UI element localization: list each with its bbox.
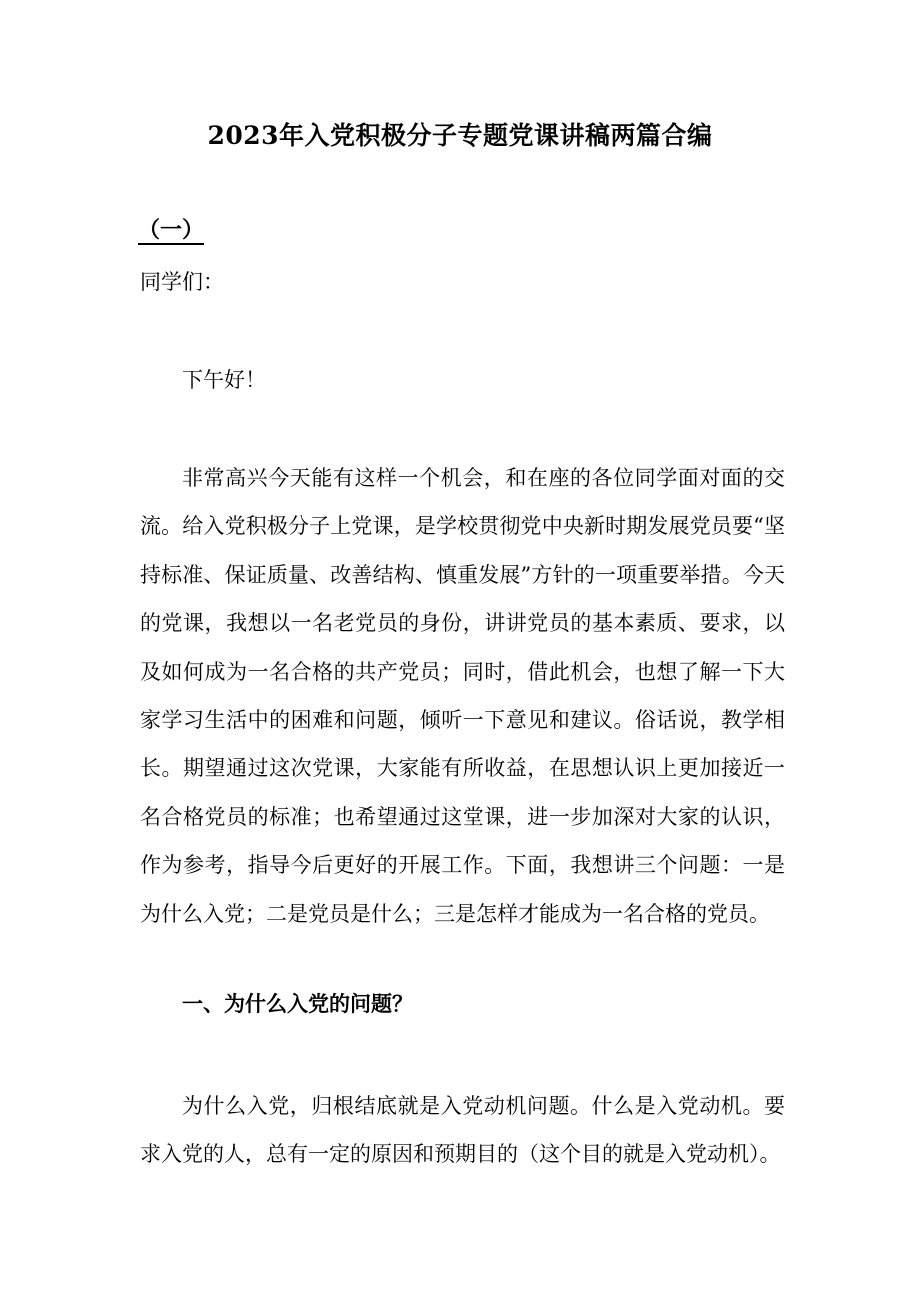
section-marker: （一） xyxy=(138,217,205,243)
paragraph-intro: 非常高兴今天能有这样一个机会，和在座的各位同学面对面的交流。给入党积极分子上党课，是学校贯彻党中央新时期发展党员要“坚持标准、保证质量、改善结构、慎重发展”方针的一项重要举措。今天的党课，我想以一名老党员的身份，讲讲党员的基本素质、要求，以及如何成为一名合格的共产党员；同时，借此机会，也想了解一下大家学习生活中的困难和问题，倾听一下意见和建议。俗话说，教学相长。期望通过这次党课，大家能有所收益，在思想认识上更加接近一名合格党员的标准；也希望通过这堂课，进一步加深对大家的认识，作为参考，指导今后更好的开展工作。下面，我想讲三个问题：一是为什么入党；二是党员是什么；三是怎样才能成为一名合格的党员。 xyxy=(140,466,785,926)
document-title: 2023年入党积极分子专题党课讲稿两篇合编 xyxy=(207,121,713,150)
greeting: 下午好！ xyxy=(182,368,266,392)
paragraph-motivation: 为什么入党，归根结底就是入党动机问题。什么是入党动机。要求入党的人，总有一定的原因和预期目的（这个目的就是入党动机）。 xyxy=(140,1094,785,1167)
salutation: 同学们： xyxy=(140,270,224,294)
section-heading-1: 一、为什么入党的问题？ xyxy=(182,991,413,1016)
